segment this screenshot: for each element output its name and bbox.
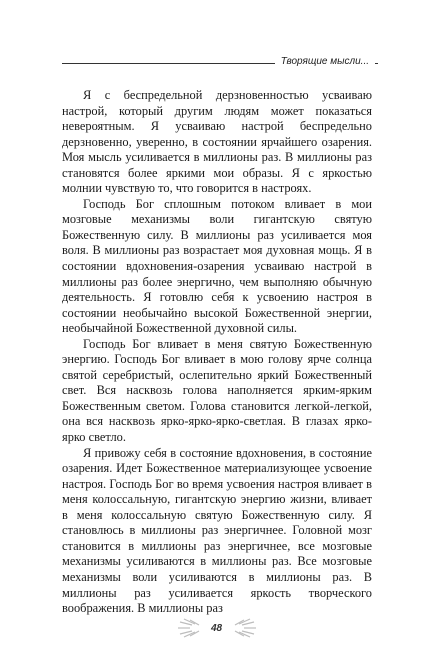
paragraph: Я с беспредельной дерзновенностью усваиваю настрой, который другим людям может показаться невероятным. Я усваиваю настрой беспредельно дерзновенно, уверенно, в состоянии ярчайшего озарения. Моя мысль усиливается в миллионы раз. В миллионы раз становятся более яркими мои образы. Я с яркостью молнии чувствую то, что говорится в настроях. — [62, 88, 372, 196]
paragraph: Господь Бог сплошным потоком вливает в мои мозговые механизмы воли гигантскую святую Божественную силу. В миллионы раз усиливается моя воля. В миллионы раз возрастает моя духовная мощь. Я в состоянии вдохновения-озарения усваиваю настрой в миллионы раз более энергично, чем выполняю обычную деятельность. Я готовлю себя к усвоению настроя в состоянии необычайно высокой Божественной энергии, необычайной Божественной духовной силы. — [62, 196, 372, 336]
paragraph: Я привожу себя в состояние вдохновения, в состояние озарения. Идет Божественное материализующее усвоение настроя. Господь Бог во время усвоения настроя вливает в меня колоссальную, гигантскую энергию жизни, вливает в меня колоссальную святую Божественную силу. Я становлюсь в миллионы раз энергичнее. Головной мозг становится в миллионы раз энергичнее, все мозговые механизмы усиливаются в миллионы раз. Все мозговые механизмы воли усиливаются в миллионы раз. В миллионы раз усиливается яркость творческого воображения. В миллионы раз — [62, 445, 372, 616]
page-number: 48 — [208, 623, 225, 634]
folio — [0, 618, 433, 638]
running-title: Творящие мысли... — [275, 55, 375, 69]
body-text — [62, 88, 372, 617]
paragraph: Господь Бог вливает в меня святую Божественную энергию. Господь Бог вливает в мою голову ярче солнца святой серебристый, ослепительно яркий Божественный свет. Вся насквозь голова наполняется ярким-ярким Божественным светом. Голова становится легкой-легкой, она вся насквозь ярко-ярко-ярко-светлая. В глазах ярко-ярко светло. — [62, 336, 372, 445]
